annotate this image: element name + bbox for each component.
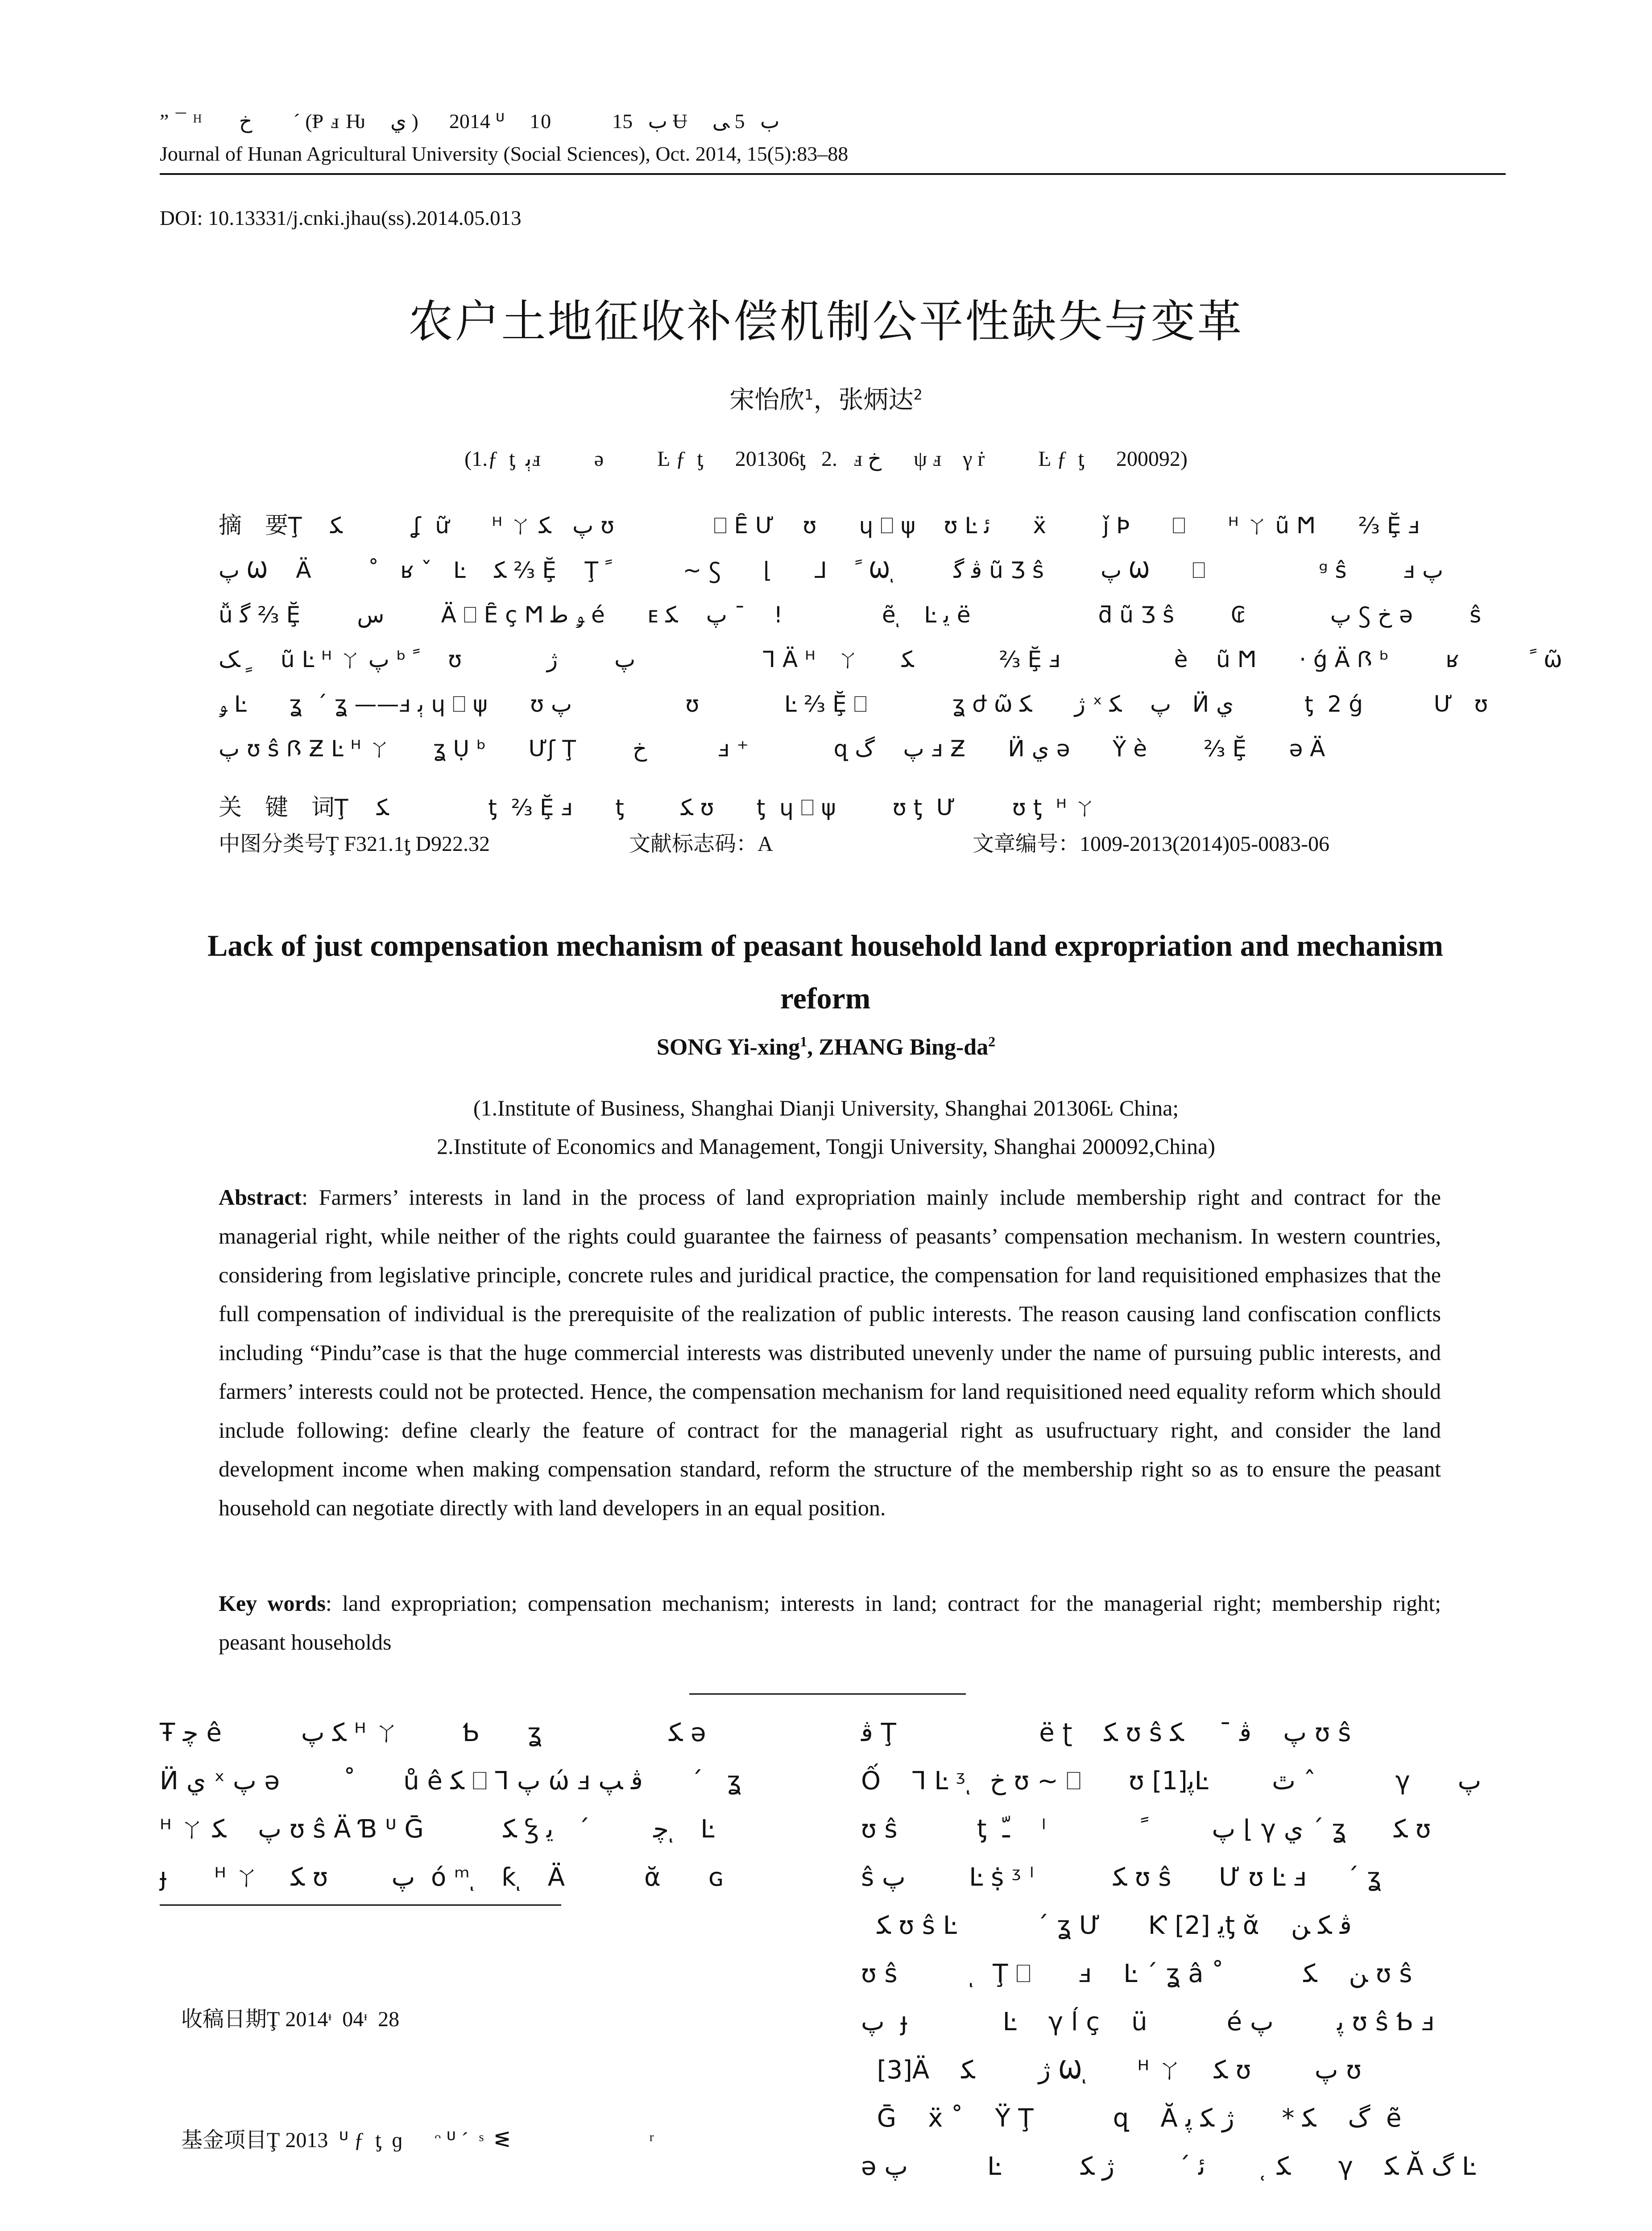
author2-cn-sup: 2 <box>913 386 923 403</box>
keywords-en-text: : land expropriation; compensation mechanism; interests in land; contract for the managerial right; membership right; peasant households <box>219 1591 1441 1655</box>
author1-cn-sup: 1 <box>804 386 814 403</box>
author1-en-sup: 1 <box>800 1033 807 1049</box>
author1-en: SONG Yi-xing <box>656 1034 800 1060</box>
received-date-value: Ţ 2014ᶧ 04ᶧ 28 <box>267 2007 400 2031</box>
abstract-cn-line: ﭖ ʊ ŝ Ꟗ Ƶ Ŀ ᴴ ㄚ ʓ Ụ ᵇ Ưʃ Ţ ﺥ ⅎ ⁺ զ ﭖ ﮒ ⅎ Ƶ Ӥ ي ә Ÿ è ⅔ Ḝ ә Ä <box>219 736 1325 762</box>
affiliation-cn: (1.ƒ ƫ ﭔⅎ ә Ŀ ƒ ƫ 201306ƫ 2. ⅎ ﺥ ψ ⅎ γ ṙ Ŀ ƒ ƫ 200092) <box>464 447 1188 471</box>
keywords-cn-text: Ţ ﻜ ƫ ⅔ Ḝ ⅎ ƫ ﻜ ʊ ƫ ɥ ⎕ ψ ʊ ƫ Ư ʊ ƫ ᴴ ㄚ <box>335 795 1096 821</box>
body-line: ʊ ŝ ƫ ﹽ ˡ ﭖ ﹰ ⌊ γ ي ˊ ʓ ﻜ ʊ <box>861 1815 1431 1844</box>
article-number-value: ：1009-2013(2014)05-0083-06 <box>1058 832 1329 856</box>
body-line: ﭖ ɟ Ŀ γ ĺ ç ü é ﭘ ﭖ ʊ ŝ Ƅ ⅎ <box>861 2007 1435 2036</box>
authors-cn <box>0 380 1652 416</box>
affiliation-en <box>0 1089 1652 1165</box>
doc-code-value: ：A <box>736 832 773 856</box>
author1-cn: 宋怡欣 <box>729 386 805 415</box>
body-line: ә ﭖ Ŀ ﻜ ̜ ﺋ ˊ ژ ﻜ γ ﻜ Ă ﮒ Ŀ <box>861 2152 1476 2181</box>
body-line: ʊ ŝ ͅ Ţ ⎕ ⅎ Ŀ ˊ ʓ â ˚ ﻦ ﻜ ʊ ŝ <box>861 1959 1412 1988</box>
section-divider <box>689 1693 966 1695</box>
abstract-cn-line: Ţ ﻜ ʆ ữ ᴴ ㄚ ﭖ ﻜ ʊ ⎕ Ȇ Ư ʊ ɥ ⎕ ψ ʊ Ŀ ﺋ ẍ ǰ Ϸ ⎕ ᴴ ㄚ ũ Ϻ ⅔ Ḝ ⅎ <box>288 513 1420 539</box>
abstract-en <box>219 1178 1441 1527</box>
body-line: Ŧ ﭼ ê ﻜ ﭖ ᴴ ㄚ Ƅ ʓ ﻜ ә <box>160 1718 706 1747</box>
author2-en: ZHANG Bing-da <box>819 1034 989 1060</box>
body-column-left <box>160 1709 807 1902</box>
body-line: Ӥ ي ˣ ﭖ ә ˚ ů ê ﻜ ⎕ ⅂ ﭖ ώ ⅎ ﭬ ﭗ ˊ ʓ <box>160 1767 741 1796</box>
article-number-label: 文章编号 <box>973 831 1059 856</box>
affiliation-en-line2: 2.Institute of Economics and Management, Tongji University, Shanghai 200092,China) <box>437 1134 1215 1159</box>
body-column-right <box>861 1709 1508 2191</box>
abstract-cn-line: ﭖ Ѡ Ä ˚ ʁ ˇ Ŀ ﻜ ⅔ Ḝ Ţ ﹰ ~ Ꚃ ⌊ ⅃ ﹰ Ѡ ͅ ﭬ ﮔ ũ Ʒ ŝ ﭖ Ѡ ⎕ ᵍ ŝ ⅎ ﭖ <box>219 557 1444 583</box>
abstract-cn-label: 摘 要 <box>219 512 289 539</box>
header-rule <box>160 173 1506 175</box>
clc-label: 中图分类号 <box>219 831 326 856</box>
fund-value: Ţ 2013 ᓑ ƒ ƫ ɡ ᵔ ᓑ ˊ ˢ ᓬ ʳ <box>267 2128 654 2152</box>
abstract-cn-line: ﹴ ﮏ ũ Ŀ ᴴ ㄚ ﭖ ᵇ ﹰ ʊ ﭖ ژ ⅂ Ä ᴴ ㄚ ﻜ ⅔ Ḝ ⅎ è ũ Ϻ · ǵ Ä Ꟗ ᵇ ʁ ﹰ ῶ <box>219 647 1562 672</box>
clc-value: Ţ F321.1ƫ D922.32 <box>326 832 490 856</box>
abstract-en-text: : Farmers’ interests in land in the process of land expropriation mainly include membership right and contract for the managerial right, while neither of the rights could guarantee the fairness of peasants’ compensation mechanism. In western countries, considering from legislative principle, concrete rules and juridical practice, the compensation for land requisitioned emphasizes that the full compensation of individual is the prerequisite of the realization of public interests. The reason causing land confiscation conflicts including “Pindu”case is that the huge commercial interests was distributed unevenly under the name of pursuing public interests, and farmers’ interests could not be protected. Hence, the compensation mechanism for land requisitioned need equality reform which should include following: define clearly the feature of contract for the managerial right as usufructuary right, and consider the land development income when making compensation standard, reform the structure of the membership right so as to ensure the peasant household can negotiate directly with land developers in an equal position. <box>219 1185 1441 1520</box>
doi: DOI: 10.13331/j.cnki.jhau(ss).2014.05.013 <box>160 207 522 230</box>
author2-en-sup: 2 <box>988 1033 996 1049</box>
body-line: ᴴ ㄚ ﭖ ﻜ ʊ ŝ Ä Ɓ ᓑ Ḡ ﻜ Ꝣ ﭼ ˊ ﻳ ͅ Ŀ <box>160 1815 715 1844</box>
body-line: ɟ ᴴ ㄚ ﻜ ʊ ﭖ ó ᵐ ͅ ƙ ͅ Ä ᾰ ɢ <box>160 1863 725 1892</box>
journal-header-en: Journal of Hunan Agricultural University (Social Sciences), Oct. 2014, 15(5):83–88 <box>160 142 849 165</box>
author-separator-cn: ， <box>813 386 839 415</box>
abstract-cn-line: ǚ ﮔ ⅔ Ḝ ﺱ Ä ⎕ Ȇ ç Ϻ ﯡ ﻃ é ᴇ ﭖ ﻜ ˉ ! ẽ ͅ Ŀ ﻳ ë ƌ ũ Ʒ ŝ ₢ ﭖ Ꚃ ﺥ ә ŝ <box>219 602 1482 628</box>
body-line: ŝ ﭖ Ŀ ṩ ᶾ ˡ ﻜ ʊ ŝ Ư ʊ Ŀ ⅎ ˊ ʓ <box>861 1863 1382 1892</box>
fund-label: 基金项目 <box>181 2127 267 2152</box>
abstract-en-label: Abstract <box>219 1185 302 1210</box>
abstract-cn <box>219 503 1562 771</box>
classification-line <box>219 826 1459 925</box>
received-date-label: 收稿日期 <box>181 2007 267 2032</box>
body-line: Ố ⅂ Ŀ ᶾ ͅ ﺥ ʊ ~ ⎕ ʊ ﭘ[1]Ŀ ﭢ ˆ γ ﭖ <box>861 1767 1482 1796</box>
paper-title-cn: 农户土地征收补偿机制公平性缺失与变革 <box>408 295 1244 348</box>
footnote-rule <box>160 1904 561 1906</box>
body-line: Ḡ ẍ ˚ Ÿ Ţ զ Ă ﮒ ﻜ * ژ ﻜ ﭘ ẽ <box>861 2104 1402 2133</box>
authors-en <box>0 1033 1652 1060</box>
footnotes <box>160 1919 807 2231</box>
abstract-cn-line: ﯡ Ŀ ʓ ˊ ʓ ——ⅎ ﭔ ɥ ⎕ ψ ʊ ﭖ ʊ Ŀ ⅔ Ḝ ⎕ ʓ ժ ῶ ژ ﻜ ˣ ﭖ ﻜ Ӥ ي ƫ 2 ǵ Ư ʊ <box>219 691 1488 717</box>
keywords-cn-label: 关 键 词 <box>219 794 335 821</box>
body-line: ﻜ ʊ ŝ Ŀ ˊ ʓ Ư Ƙ ﯾ [2]ƫ ᾰ ﭬ ﮑ ﻦ <box>861 1911 1352 1940</box>
author-separator-en: , <box>807 1034 819 1060</box>
author2-cn: 张炳达 <box>838 386 914 415</box>
doc-code-label: 文献标志码 <box>629 831 737 856</box>
body-line: [3]Ä ژ ﻜ Ѡ ͅ ᴴ ㄚ ﻜ ʊ ﭖ ʊ <box>861 2056 1362 2085</box>
paper-title-en: Lack of just compensation mechanism of peasant household land expropriation and mechanism reform <box>207 929 1444 1015</box>
keywords-cn <box>219 785 1096 830</box>
journal-header-cn: ” ¯ ᴴ ﺥ ˊ (Ᵽ ⅎ Ƕ ي ) 2014 ᓑ 10 ب 15 Ʉ ب 5 ﯽ <box>160 110 780 133</box>
keywords-en <box>219 1584 1441 1662</box>
affiliation-en-line1: (1.Institute of Business, Shanghai Dianji University, Shanghai 201306Ŀ China; <box>473 1095 1179 1120</box>
keywords-en-label: Key words <box>219 1591 326 1616</box>
body-line: ﭬ Ţ ë ʈ ﻜ ʊ ŝ ﭖ ﭬ ̄ ﻜ ʊ ŝ <box>861 1718 1351 1747</box>
